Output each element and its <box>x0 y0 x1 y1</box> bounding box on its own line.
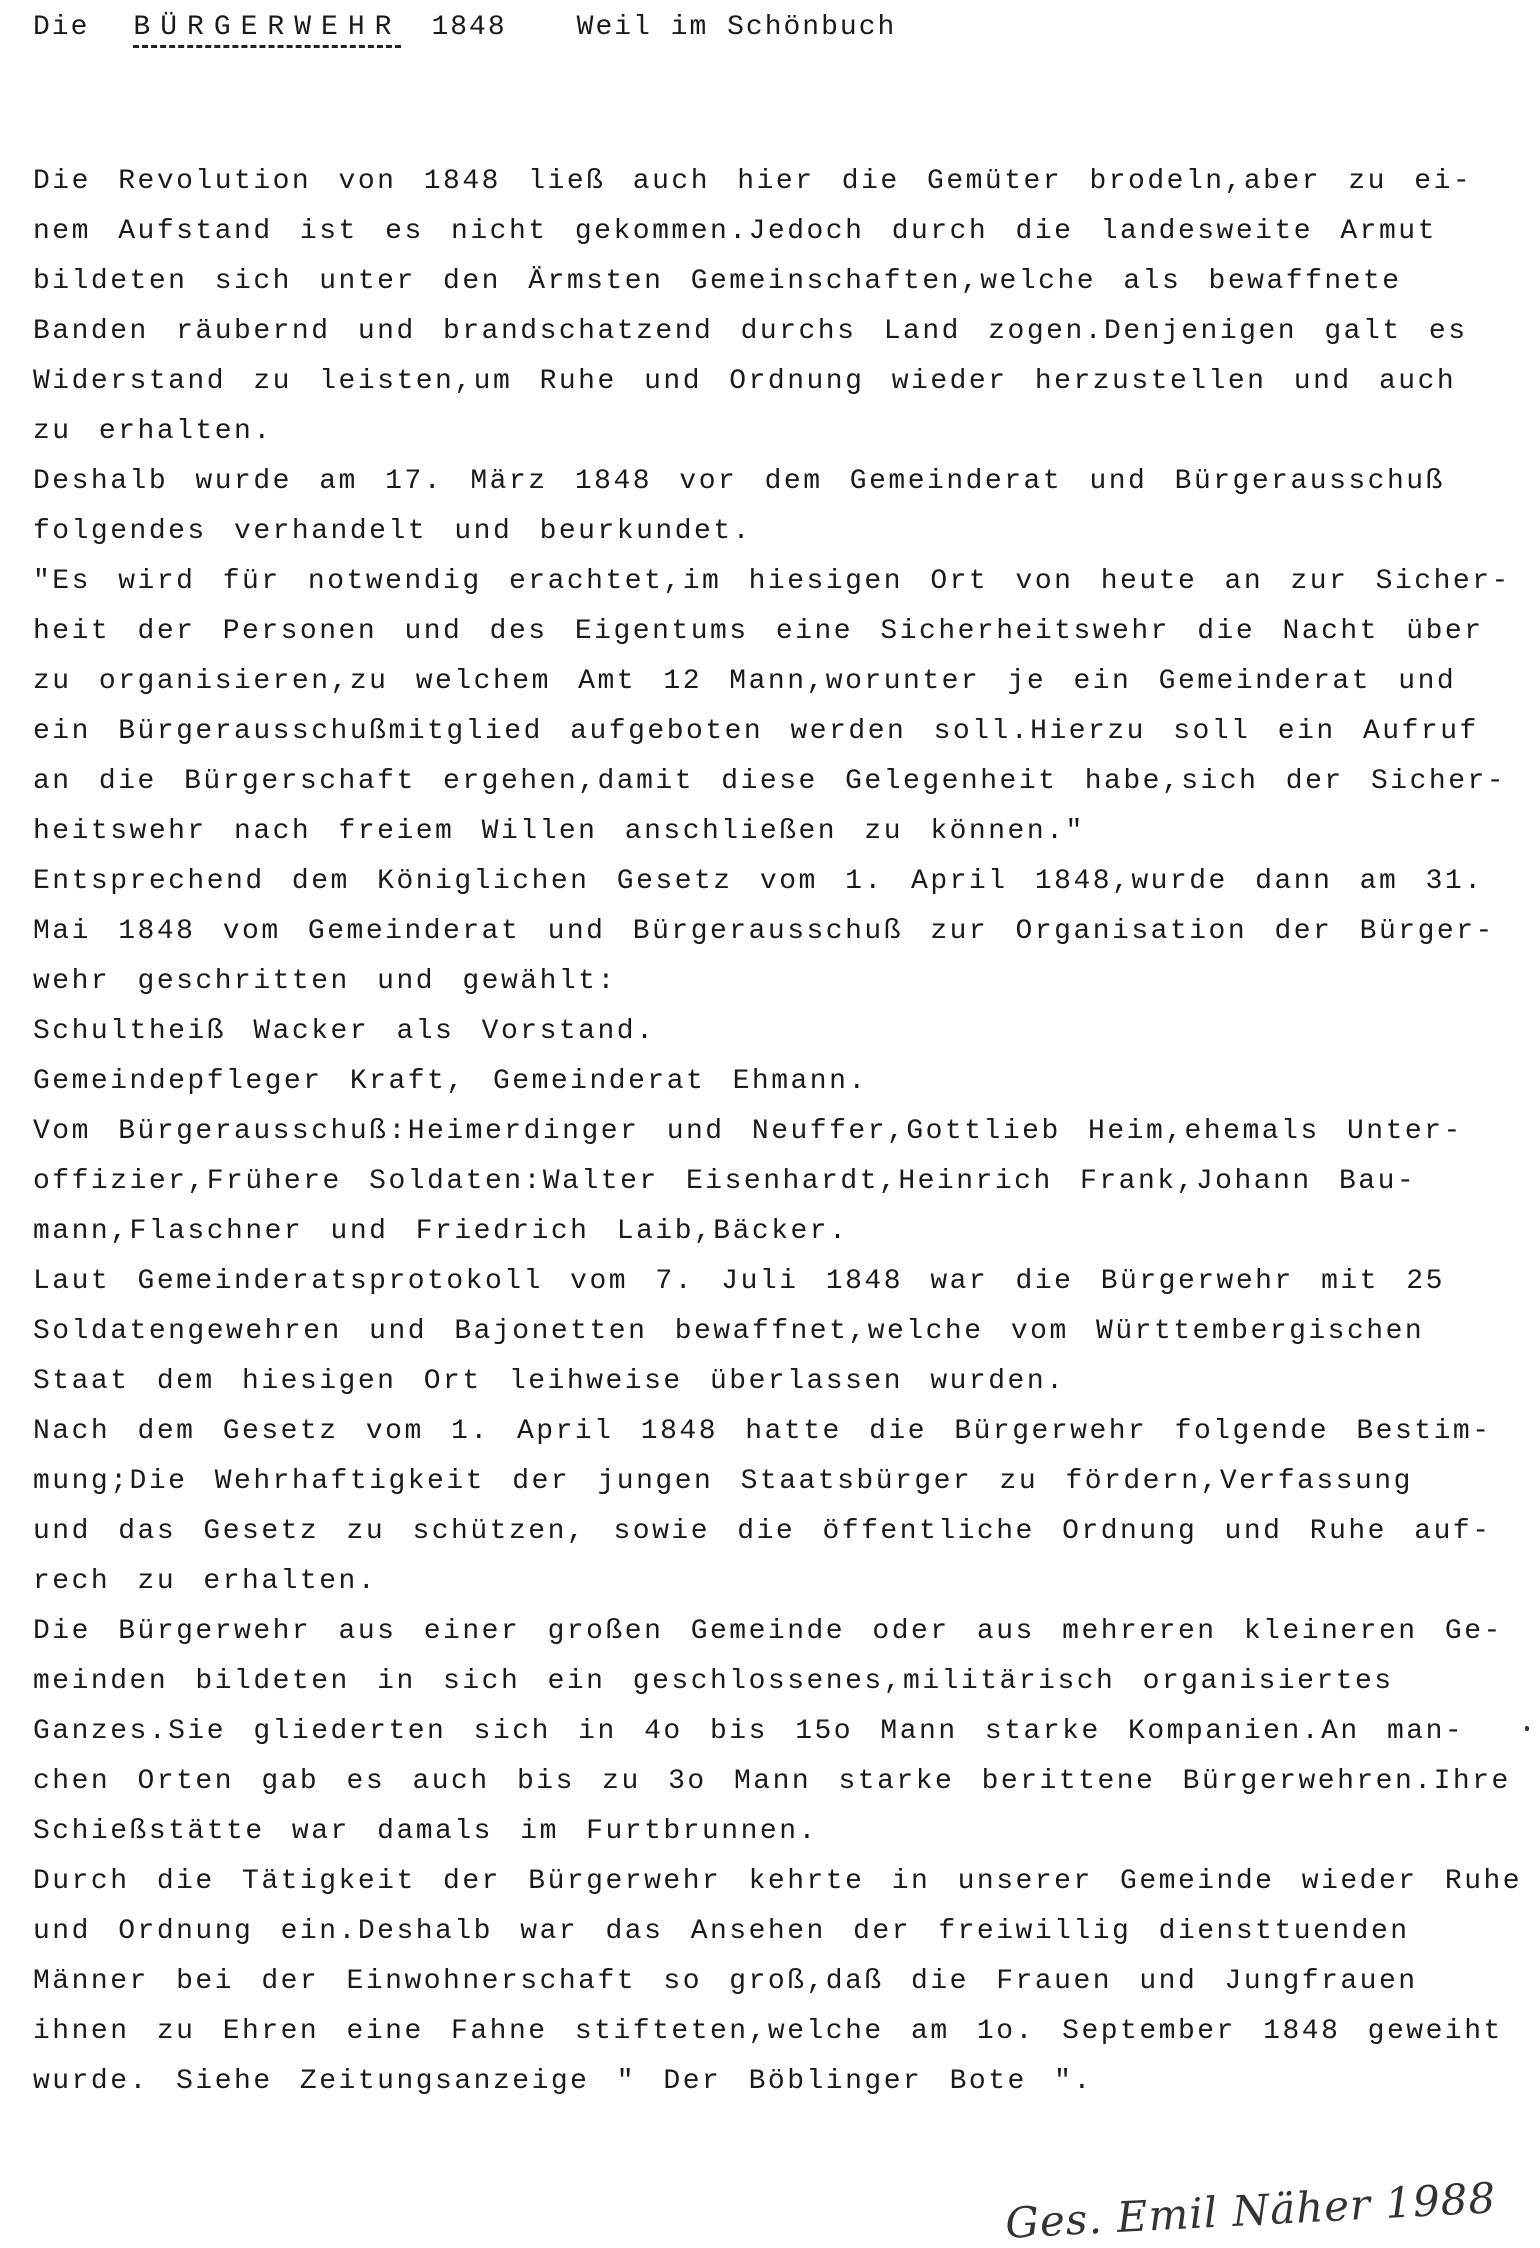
text-line: offizier,Frühere Soldaten:Walter Eisenhardt,Heinrich Frank,Johann Bau- <box>33 1166 1417 1197</box>
text-line: Nach dem Gesetz vom 1. April 1848 hatte die Bürgerwehr folgende Bestim- <box>33 1416 1492 1447</box>
body-text <box>33 157 1523 2107</box>
text-line: zu erhalten. <box>33 416 273 447</box>
text-line: Staat dem hiesigen Ort leihweise überlassen wurden. <box>33 1366 1066 1397</box>
text-line: meinden bildeten in sich ein geschlossenes,militärisch organisiertes <box>33 1666 1394 1697</box>
text-line: heit der Personen und des Eigentums eine Sicherheitswehr die Nacht über <box>33 616 1484 647</box>
text-line: Schießstätte war damals im Furtbrunnen. <box>33 1816 818 1847</box>
text-line: chen Orten gab es auch bis zu 3o Mann starke berittene Bürgerwehren.Ihre <box>33 1766 1511 1797</box>
document-title <box>33 10 896 48</box>
text-line: Deshalb wurde am 17. März 1848 vor dem Gemeinderat und Bürgerausschuß <box>33 466 1445 497</box>
text-line: Die Bürgerwehr aus einer großen Gemeinde oder aus mehreren kleineren Ge- <box>33 1616 1503 1647</box>
text-line: Entsprechend dem Königlichen Gesetz vom 1. April 1848,wurde dann am 31. <box>33 866 1484 897</box>
text-line: heitswehr nach freiem Willen anschließen zu können." <box>33 816 1085 847</box>
text-line: wehr geschritten und gewählt: <box>33 966 617 997</box>
text-line: an die Bürgerschaft ergehen,damit diese Gelegenheit habe,sich der Sicher- <box>33 766 1507 797</box>
text-line: rech zu erhalten. <box>33 1566 378 1597</box>
text-line: Durch die Tätigkeit der Bürgerwehr kehrte in unserer Gemeinde wieder Ruhe <box>33 1866 1523 1897</box>
text-line: Gemeindepfleger Kraft, Gemeinderat Ehmann. <box>33 1066 868 1097</box>
text-line: Widerstand zu leisten,um Ruhe und Ordnung wieder herzustellen und auch <box>33 366 1457 397</box>
title-year: 1848 <box>431 12 507 43</box>
text-line: ihnen zu Ehren eine Fahne stifteten,welche am 1o. September 1848 geweiht <box>33 2016 1503 2047</box>
title-keyword: BÜRGERWEHR <box>133 13 401 48</box>
text-line: bildeten sich unter den Ärmsten Gemeinschaften,welche als bewaffnete <box>33 266 1402 297</box>
title-prefix: Die <box>33 12 90 43</box>
text-line: Laut Gemeinderatsprotokoll vom 7. Juli 1848 war die Bürgerwehr mit 25 <box>33 1266 1445 1297</box>
text-line: Die Revolution von 1848 ließ auch hier die Gemüter brodeln,aber zu ei- <box>33 166 1473 197</box>
text-line: "Es wird für notwendig erachtet,im hiesigen Ort von heute an zur Sicher- <box>33 566 1511 597</box>
handwritten-signature: Ges. Emil Näher 1988 <box>1004 2173 1498 2248</box>
text-line: und Ordnung ein.Deshalb war das Ansehen der freiwillig diensttuenden <box>33 1916 1410 1947</box>
text-line: Banden räubernd und brandschatzend durchs Land zogen.Denjenigen galt es <box>33 316 1468 347</box>
text-line: Mai 1848 vom Gemeinderat und Bürgerausschuß zur Organisation der Bürger- <box>33 916 1495 947</box>
text-line: Vom Bürgerausschuß:Heimerdinger und Neuffer,Gottlieb Heim,ehemals Unter- <box>33 1116 1463 1147</box>
title-place: Weil im Schönbuch <box>576 12 897 43</box>
text-line: mann,Flaschner und Friedrich Laib,Bäcker. <box>33 1216 849 1247</box>
text-line: mung;Die Wehrhaftigkeit der jungen Staatsbürger zu fördern,Verfassung <box>33 1466 1413 1497</box>
text-line: Schultheiß Wacker als Vorstand. <box>33 1016 656 1047</box>
text-line: nem Aufstand ist es nicht gekommen.Jedoch durch die landesweite Armut <box>33 216 1437 247</box>
text-line: wurde. Siehe Zeitungsanzeige " Der Böblinger Bote ". <box>33 2066 1093 2097</box>
text-line: Ganzes.Sie gliederten sich in 4o bis 15o Mann starke Kompanien.An man- <box>33 1716 1465 1747</box>
margin-mark <box>1525 1726 1529 1731</box>
text-line: Soldatengewehren und Bajonetten bewaffnet,welche vom Württembergischen <box>33 1316 1425 1347</box>
text-line: ein Bürgerausschußmitglied aufgeboten werden soll.Hierzu soll ein Aufruf <box>33 716 1479 747</box>
text-line: Männer bei der Einwohnerschaft so groß,daß die Frauen und Jungfrauen <box>33 1966 1418 1997</box>
text-line: folgendes verhandelt und beurkundet. <box>33 516 752 547</box>
text-line: zu organisieren,zu welchem Amt 12 Mann,worunter je ein Gemeinderat und <box>33 666 1457 697</box>
text-line: und das Gesetz zu schützen, sowie die öffentliche Ordnung und Ruhe auf- <box>33 1516 1492 1547</box>
